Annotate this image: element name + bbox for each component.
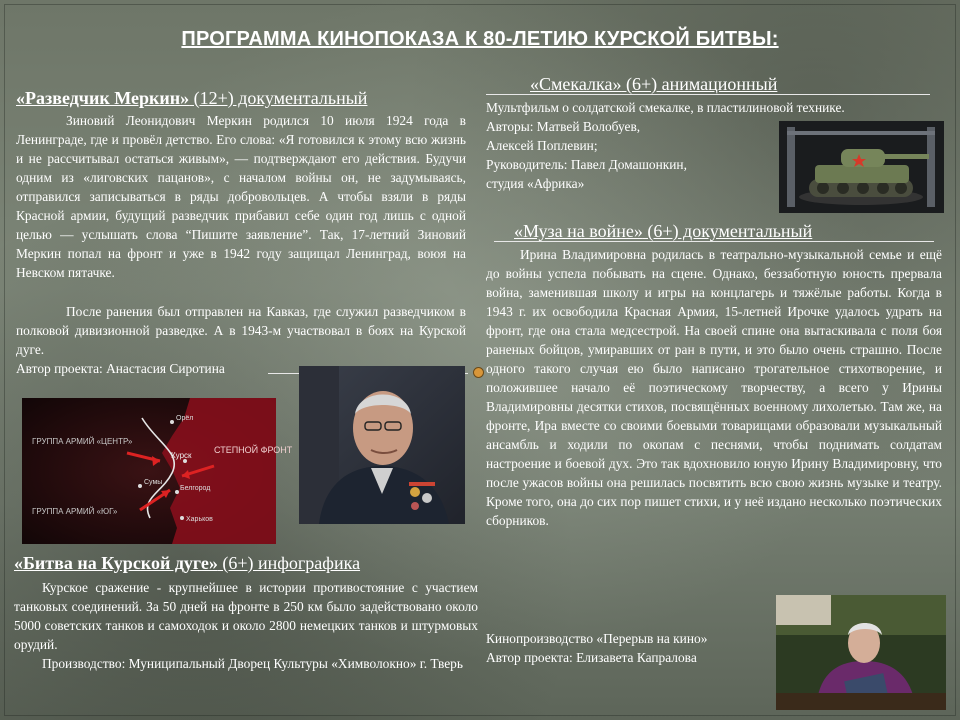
map-label-orel: Орёл xyxy=(176,415,194,422)
film-meta-muza: (6+) документальный xyxy=(642,221,813,241)
veteran-merkin-photo-graphic xyxy=(299,366,465,524)
smekalka-line-1: Мультфильм о солдатской смекалке, в пластилиновой технике. xyxy=(486,100,845,115)
plasticine-tank-graphic xyxy=(779,121,944,213)
veteran-merkin-photo xyxy=(299,366,465,524)
film-meta-smekalka: (6+) анимационный xyxy=(621,74,778,94)
muza-production: Кинопроизводство «Перерыв на кино» xyxy=(486,631,708,646)
smekalka-line-4: Руководитель: Павел Домашонкин, xyxy=(486,157,687,172)
film-meta-merkin: (12+) документальный xyxy=(189,88,368,108)
map-label-south: ГРУППА АРМИЙ «ЮГ» xyxy=(32,507,118,516)
smekalka-heading-rule xyxy=(486,94,930,95)
film-title-merkin: «Разведчик Меркин» xyxy=(16,88,190,108)
muza-paragraph-1: Ирина Владимировна родилась в театрально-музыкальной семье и ещё до войны успела побывать на сцене. Однако, беззаботную юность прервала война, заменившая школу и игры на концлагерь и тяжёлые работы. Когда в 1943 г. их освободила Красная Армия, 15-летней Ирочке удалось удрать на фронт, где она стала медсестрой. На своей спине она вытаскивала с поля боя раненых бойцов, умиравших от ран в пути, и это было очень страшно. После одного такого случая ею было написано трогательное стихотворение, и положившее начало её поэтическому творчеству, а всего у Ирины Владимировны десятки стихов, посвящённых военному лихолетью. Там же, на фронте, Ира вместе со своими боевыми товарищами образовали музыкальный ансамбль и ходили по окопам с песнями, чтобы поднимать солдатам настроение и боевой дух. Это так вдохновило юную Ирину Владимировну, что после ужасов войны она решилась посвятить всю свою жизнь музыке и театру. Кроме того, она до сих пор пишет стихи, и у неё издано несколько поэтических сборников. xyxy=(486,247,942,528)
map-label-steppe: СТЕПНОЙ ФРОНТ xyxy=(214,445,293,455)
film-title-bitva: «Битва на Курской дуге» xyxy=(14,553,218,573)
bitva-paragraph-1: Курское сражение - крупнейшее в истории противостояние с участием танковых соединений. За 50 дней на фронте в 250 км было задействовано около 5000 советских танков и самоходок и около 2800 немецких танков и штурмовых орудий. xyxy=(14,580,478,652)
smekalka-line-3: Алексей Поплевин; xyxy=(486,138,598,153)
map-label-kursk: Курск xyxy=(171,451,192,460)
film-heading-smekalka xyxy=(530,74,777,95)
film-meta-bitva: (6+) инфографика xyxy=(217,553,361,573)
slide-title: ПРОГРАММА КИНОПОКАЗА К 80-ЛЕТИЮ КУРСКОЙ БИТВЫ: xyxy=(181,28,779,50)
film-heading-merkin xyxy=(16,88,367,109)
map-label-sumy: Сумы xyxy=(144,479,163,486)
film-heading-muza xyxy=(514,221,812,242)
muza-author: Автор проекта: Елизавета Капралова xyxy=(486,650,697,665)
merkin-paragraph-1: Зиновий Леонидович Меркин родился 10 июля 1924 года в Ленинграде, где и провёл детство. Его слова: «Я готовился к этому всю жизнь и не рассчитывал остаться живым», — подтверждают его действия. Будучи одним из «лиговских пацанов», с началом войны он, не задумываясь, отправился записываться в ряды добровольцев. А чтобы взяли в ряды Красной армии, будущий разведчик прибавил себе один год лишь с одной целью — услышать слова “Пишите заявление”. Так, 17-летний Зиновий Меркин попал на фронт и уже в 1942 году защищал Ленинград, воюя на Невском пятачке. xyxy=(16,113,466,280)
smekalka-line-2: Авторы: Матвей Волобуев, xyxy=(486,119,641,134)
veteran-irina-photo xyxy=(776,595,946,710)
map-label-kharkov: Харьков xyxy=(186,516,213,523)
film-heading-bitva xyxy=(14,553,360,574)
map-label-center: ГРУППА АРМИЙ «ЦЕНТР» xyxy=(32,437,133,446)
smekalka-line-5: студия «Африка» xyxy=(486,176,585,191)
muza-heading-rule xyxy=(494,241,934,242)
film-title-muza: «Муза на войне» xyxy=(514,221,643,241)
veteran-irina-photo-graphic xyxy=(776,595,946,710)
merkin-author: Автор проекта: Анастасия Сиротина xyxy=(16,361,225,376)
kursk-battle-map-image xyxy=(22,398,293,544)
bitva-paragraph-2: Производство: Муниципальный Дворец Культуры «Химволокно» г. Тверь xyxy=(42,656,463,671)
plasticine-tank-image xyxy=(779,121,944,213)
merkin-paragraph-2: После ранения был отправлен на Кавказ, где служил разведчиком в полковой дивизионной разведке. А в 1943-м участвовал в боях на Курской дуге. xyxy=(16,304,466,357)
slide-bullet-dot xyxy=(473,367,484,378)
film-title-smekalka: «Смекалка» xyxy=(530,74,622,94)
kursk-battle-map-graphic xyxy=(22,398,293,544)
map-label-belgorod: Белгород xyxy=(180,485,211,492)
